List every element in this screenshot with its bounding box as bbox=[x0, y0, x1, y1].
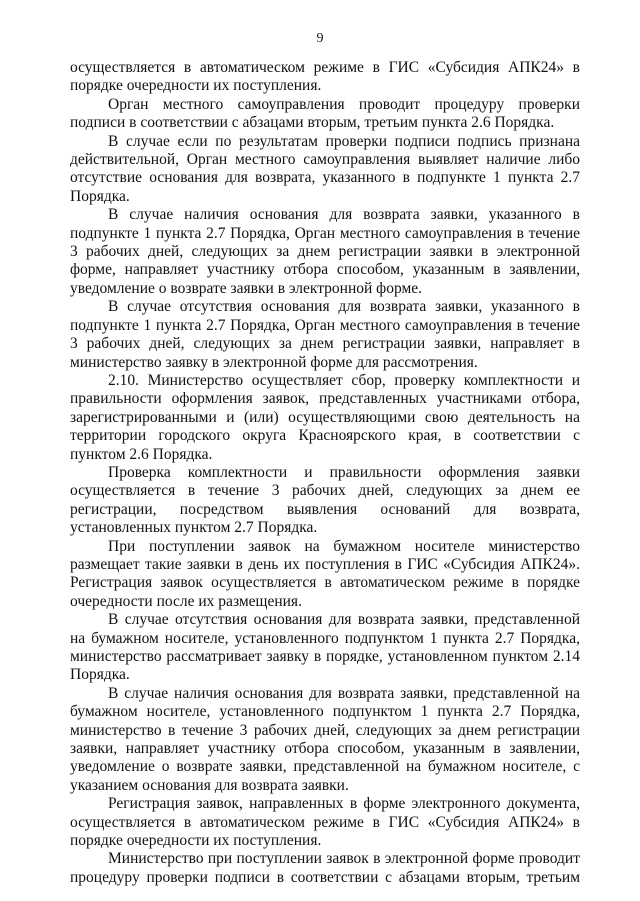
paragraph: В случае наличия основания для возврата заявки, указанного в подпункте 1 пункта 2.7 Порядка, Орган местного самоуправления в течение 3 рабочих дней, следующих за днем регистрации заявки в электронной форме, направляет участнику отбора способом, указанным в заявлении, уведомление о возврате заявки в электронной форме. bbox=[70, 206, 580, 297]
paragraph: Министерство при поступлении заявок в электронной форме проводит процедуру проверки подписи в соответствии с абзацами вторым, третьим bbox=[70, 850, 580, 886]
paragraph: В случае если по результатам проверки подписи подпись признана действительной, Орган местного самоуправления выявляет наличие либо отсутствие основания для возврата, указанного в подпункте 1 пункта 2.7 Порядка. bbox=[70, 132, 580, 205]
body-text bbox=[70, 59, 580, 887]
paragraph: В случае наличия основания для возврата заявки, представленной на бумажном носителе, установленного подпунктом 1 пункта 2.7 Порядка, министерство в течение 3 рабочих дней, следующих за днем регистрации заявки, направляет участнику отбора способом, указанным в заявлении, уведомление о возврате заявки, представленной на бумажном носителе, с указанием основания для возврата заявки. bbox=[70, 684, 580, 794]
page-number: 9 bbox=[316, 31, 324, 46]
paragraph: Орган местного самоуправления проводит процедуру проверки подписи в соответствии с абзацами вторым, третьим пункта 2.6 Порядка. bbox=[70, 95, 580, 132]
paragraph: Регистрация заявок, направленных в форме электронного документа, осуществляется в автоматическом режиме в ГИС «Субсидия АПК24» в порядке очередности их поступления. bbox=[70, 795, 580, 850]
paragraph: 2.10. Министерство осуществляет сбор, проверку комплектности и правильности оформления заявок, представленных участниками отбора, зарегистрированными и (или) осуществляющими свою деятельность на территории городского округа Красноярского края, в соответствии с пунктом 2.6 Порядка. bbox=[70, 371, 580, 463]
paragraph: При поступлении заявок на бумажном носителе министерство размещает такие заявки в день их поступления в ГИС «Субсидия АПК24». Регистрация заявок осуществляется в автоматическом режиме в порядке очередности после их размещения. bbox=[70, 537, 580, 610]
paragraph: В случае отсутствия основания для возврата заявки, указанного в подпункте 1 пункта 2.7 Порядка, Орган местного самоуправления в течение 3 рабочих дней, следующих за днем регистрации заявки, направляет в министерство заявку в электронной форме для рассмотрения. bbox=[70, 298, 580, 371]
paragraph: осуществляется в автоматическом режиме в ГИС «Субсидия АПК24» в порядке очередности их поступления. bbox=[70, 59, 580, 95]
paragraph: Проверка комплектности и правильности оформления заявки осуществляется в течение 3 рабочих дней, следующих за днем ее регистрации, посредством выявления оснований для возврата, установленных пунктом 2.7 Порядка. bbox=[70, 463, 580, 537]
paragraph: В случае отсутствия основания для возврата заявки, представленной на бумажном носителе, установленного подпунктом 1 пункта 2.7 Порядка, министерство рассматривает заявку в порядке, установленном пунктом 2.14 Порядка. bbox=[70, 611, 580, 684]
